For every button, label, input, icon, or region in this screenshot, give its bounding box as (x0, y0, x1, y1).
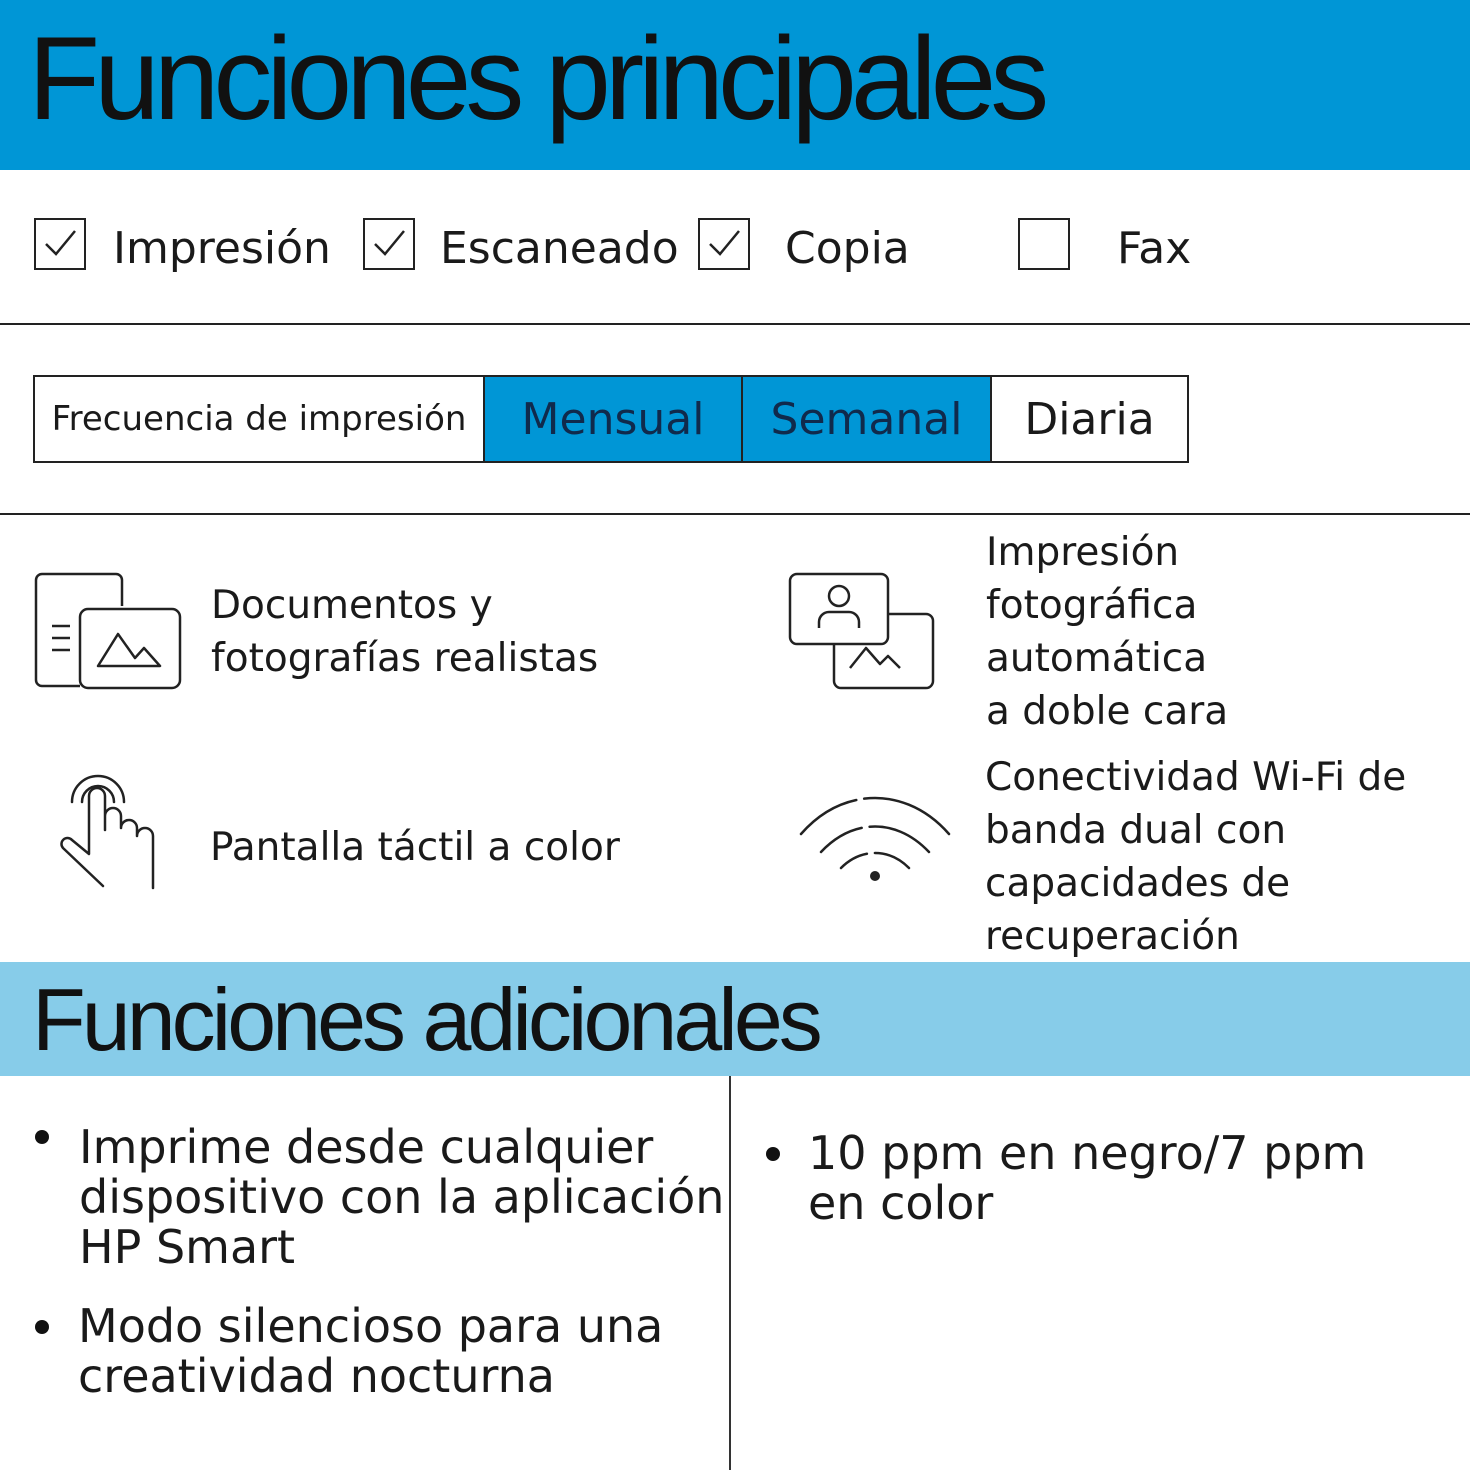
feature-photo-duplex-line: a doble cara (986, 689, 1229, 734)
main-features-banner (0, 0, 1470, 170)
bullet-icon (766, 1147, 780, 1161)
checkbox-label-copia: Copia (785, 223, 910, 274)
column-divider (729, 1076, 731, 1470)
wifi-icon (797, 790, 953, 886)
bullet-item-hp-smart (79, 1122, 724, 1272)
checkbox-impresion (34, 218, 86, 270)
section-title: Funciones adicionales (32, 970, 819, 1069)
bullet-item-quiet-mode (78, 1301, 663, 1401)
bullet-line: dispositivo con la aplicación (79, 1170, 725, 1224)
checkbox-label-impresion: Impresión (113, 223, 331, 274)
frequency-option-mensual: Mensual (483, 377, 741, 461)
checkmark-icon (706, 226, 742, 262)
feature-wifi-line: Conectividad Wi-Fi de (985, 755, 1407, 800)
feature-documents-line: fotografías realistas (211, 636, 599, 681)
function-checklist (0, 170, 1470, 324)
checkbox-copia (698, 218, 750, 270)
bullet-line: en color (808, 1176, 994, 1230)
document-photo-icon (34, 572, 184, 692)
checkbox-label-fax: Fax (1117, 223, 1192, 274)
checkbox-fax (1018, 218, 1070, 270)
feature-wifi-line: banda dual con (985, 808, 1287, 853)
bullet-icon (35, 1130, 49, 1144)
frequency-label: Frecuencia de impresión (51, 399, 467, 439)
page-title: Funciones principales (28, 13, 1044, 145)
feature-photo-duplex-line: Impresión (986, 530, 1180, 575)
frequency-option-diaria: Diaria (990, 377, 1187, 461)
feature-photo-duplex-text (986, 526, 1228, 738)
feature-wifi-line: recuperación (985, 914, 1240, 959)
frequency-option-semanal: Semanal (741, 377, 990, 461)
checkmark-icon (42, 226, 78, 262)
photo-portrait-icon (788, 572, 938, 692)
feature-documents-text (211, 579, 598, 685)
additional-features-banner (0, 962, 1470, 1076)
bullet-item-print-speed (808, 1128, 1366, 1228)
feature-documents-line: Documentos y (211, 583, 493, 628)
feature-touchscreen-text: Pantalla táctil a color (210, 825, 620, 870)
bullet-line: creatividad nocturna (78, 1349, 555, 1403)
print-frequency-bar (33, 375, 1189, 463)
bullet-icon (35, 1320, 49, 1334)
checkbox-label-escaneado: Escaneado (440, 223, 679, 274)
touch-hand-icon (56, 758, 160, 892)
checkmark-icon (371, 226, 407, 262)
bullet-line: Modo silencioso para una (78, 1299, 664, 1353)
checkbox-escaneado (363, 218, 415, 270)
divider (0, 513, 1470, 515)
bullet-line: 10 ppm en negro/7 ppm (808, 1126, 1367, 1180)
bullet-line: HP Smart (79, 1220, 296, 1274)
bullet-line: Imprime desde cualquier (79, 1120, 654, 1174)
feature-wifi-line: capacidades de (985, 861, 1291, 906)
feature-photo-duplex-line: automática (986, 636, 1208, 681)
divider (0, 323, 1470, 325)
feature-photo-duplex-line: fotográfica (986, 583, 1198, 628)
